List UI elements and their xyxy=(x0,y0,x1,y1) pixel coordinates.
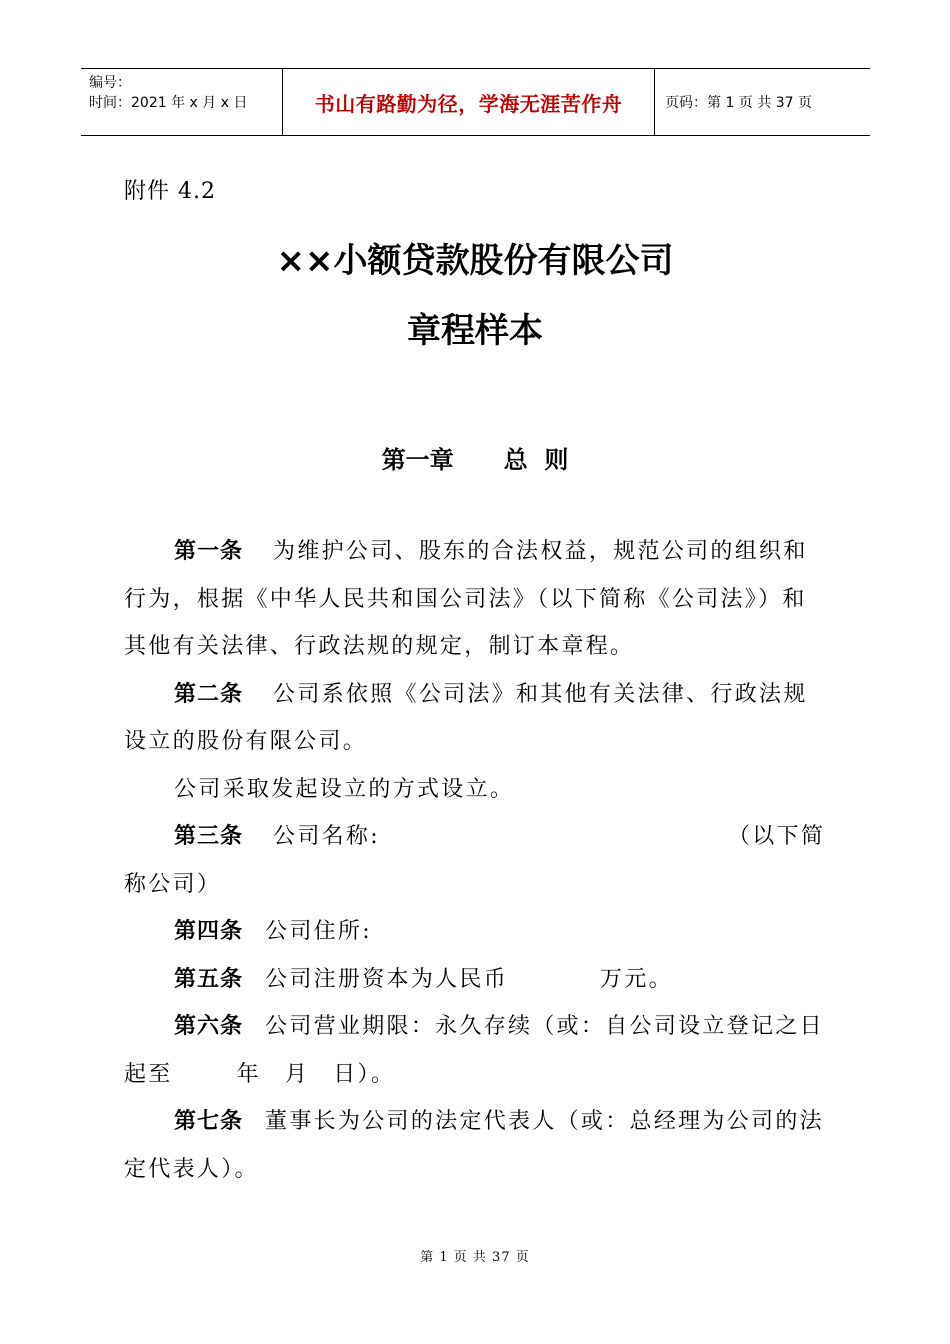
article-text: 公司营业期限：永久存续（或：自公司设立登记之日起至 xyxy=(124,1014,824,1087)
chapter-number: 第一章 xyxy=(381,446,454,474)
article-7 xyxy=(124,1098,828,1193)
article-text: 董事长为公司的法定代表人（或：总经理为公司的法定代表人）。 xyxy=(124,1109,824,1182)
article-label: 第六条 xyxy=(174,1014,244,1039)
document-body xyxy=(124,528,828,1193)
article-2 xyxy=(124,671,828,766)
article-6 xyxy=(124,1003,828,1098)
article-label: 第一条 xyxy=(174,539,244,564)
article-text: 公司采取发起设立的方式设立。 xyxy=(174,776,515,802)
article-text-day: 日）。 xyxy=(333,1061,396,1087)
article-label: 第二条 xyxy=(174,681,244,707)
article-text: 万元。 xyxy=(600,966,673,992)
article-text: 公司注册资本为人民币 xyxy=(265,966,509,992)
article-label: 第三条 xyxy=(174,824,244,849)
article-5 xyxy=(124,956,828,1004)
article-text: （以下简称公司） xyxy=(124,824,826,897)
article-text: 公司名称: xyxy=(273,824,380,849)
header-motto: 书山有路勤为径，学海无涯苦作舟 xyxy=(282,69,655,135)
article-2-paragraph xyxy=(124,766,828,814)
header-meta xyxy=(81,69,282,135)
article-1 xyxy=(124,528,828,671)
document-date-label: 时间：2021 年 x 月 x 日 xyxy=(89,95,248,111)
article-label: 第四条 xyxy=(174,919,244,944)
article-text-month: 月 xyxy=(284,1061,310,1087)
article-text-year: 年 xyxy=(236,1061,261,1087)
annex-label: 附件 4.2 xyxy=(124,179,216,204)
article-label: 第七条 xyxy=(174,1109,244,1134)
page-header xyxy=(81,68,870,136)
article-3 xyxy=(124,813,828,908)
chapter-heading xyxy=(0,440,950,475)
article-text: 公司住所: xyxy=(265,919,372,944)
page-footer: 第 1 页 共 37 页 xyxy=(420,1250,530,1265)
document-title: ××小额贷款股份有限公司 xyxy=(276,241,674,281)
chapter-name: 总 则 xyxy=(503,446,569,474)
article-label: 第五条 xyxy=(174,966,244,992)
document-number-label: 编号： xyxy=(89,75,131,91)
article-text: 为维护公司、股东的合法权益，规范公司的组织和行为，根据《中华人民共和国公司法》（以下简称《公司法》）和其他有关法律、行政法规的规定，制订本章程。 xyxy=(124,539,808,659)
document-subtitle: 章程样本 xyxy=(407,311,543,351)
header-page-info: 页码：第 1 页 共 37 页 xyxy=(665,95,812,111)
article-text: 公司系依照《公司法》和其他有关法律、行政法规设立的股份有限公司。 xyxy=(124,681,808,754)
article-4 xyxy=(124,908,828,956)
